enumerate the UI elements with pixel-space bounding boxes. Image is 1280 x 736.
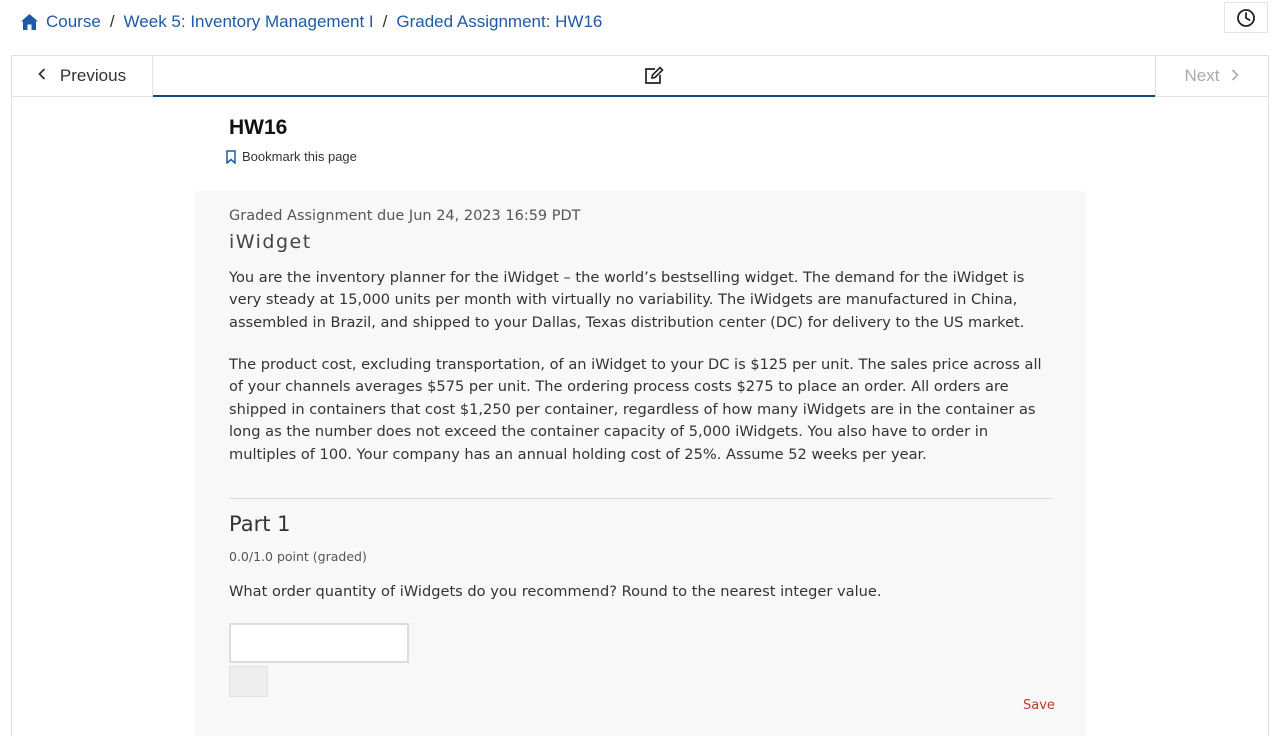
chevron-left-icon	[38, 67, 46, 85]
clock-button[interactable]	[1224, 2, 1268, 33]
question-text: What order quantity of iWidgets do you recommend? Round to the nearest integer value.	[229, 583, 882, 600]
clock-icon	[1236, 8, 1256, 28]
points-label: 0.0/1.0 point (graded)	[229, 549, 367, 564]
breadcrumb-separator: /	[382, 12, 388, 31]
due-date: Graded Assignment due Jun 24, 2023 16:59 PDT	[229, 208, 581, 224]
breadcrumb-current: Graded Assignment: HW16	[396, 12, 603, 31]
next-label: Next	[1184, 66, 1220, 85]
problem-title: iWidget	[229, 231, 312, 253]
home-icon[interactable]	[20, 13, 39, 32]
save-button[interactable]: Save	[1023, 698, 1055, 713]
part-title: Part 1	[229, 512, 291, 536]
page-title: HW16	[229, 116, 288, 139]
breadcrumb-separator: /	[109, 12, 115, 31]
breadcrumb-course-link[interactable]: Course	[46, 12, 101, 31]
bookmark-icon	[226, 150, 236, 164]
tab-current-unit[interactable]	[153, 56, 1155, 97]
problem-paragraph-1: You are the inventory planner for the iWidget – the world’s bestselling widget. The demand for the iWidget is very steady at 15,000 units per month with virtually no variability. The iWidgets are manufactured in China, assembled in Brazil, and shipped to your Dallas, Texas distribution center (DC) for delivery to the US market.	[229, 269, 1025, 331]
problem-paragraph-2: The product cost, excluding transportation, of an iWidget to your DC is $125 per unit. The sales price across all of your channels averages $575 per unit. The ordering process costs $275 to place an order. All orders are shipped in containers that cost $1,250 per container, regardless of how many iWidgets are in the container as long as the number does not exceed the container capacity of 5,000 iWidgets. You also have to order in multiples of 100. Your company has an annual holding cost of 25%. Assume 52 weeks per year.	[229, 356, 1042, 463]
sequence-nav	[11, 55, 1269, 97]
bookmark-button[interactable]	[226, 149, 357, 164]
breadcrumb	[20, 10, 602, 34]
breadcrumb-section-link[interactable]: Week 5: Inventory Management I	[123, 12, 374, 31]
submit-button[interactable]	[229, 666, 268, 697]
edit-icon	[644, 66, 664, 85]
previous-label: Previous	[59, 66, 127, 85]
next-button[interactable]	[1155, 56, 1268, 96]
chevron-right-icon	[1231, 68, 1239, 85]
bookmark-label: Bookmark this page	[242, 149, 357, 164]
divider	[229, 498, 1052, 499]
previous-button[interactable]	[12, 56, 153, 96]
answer-input[interactable]	[229, 623, 409, 663]
